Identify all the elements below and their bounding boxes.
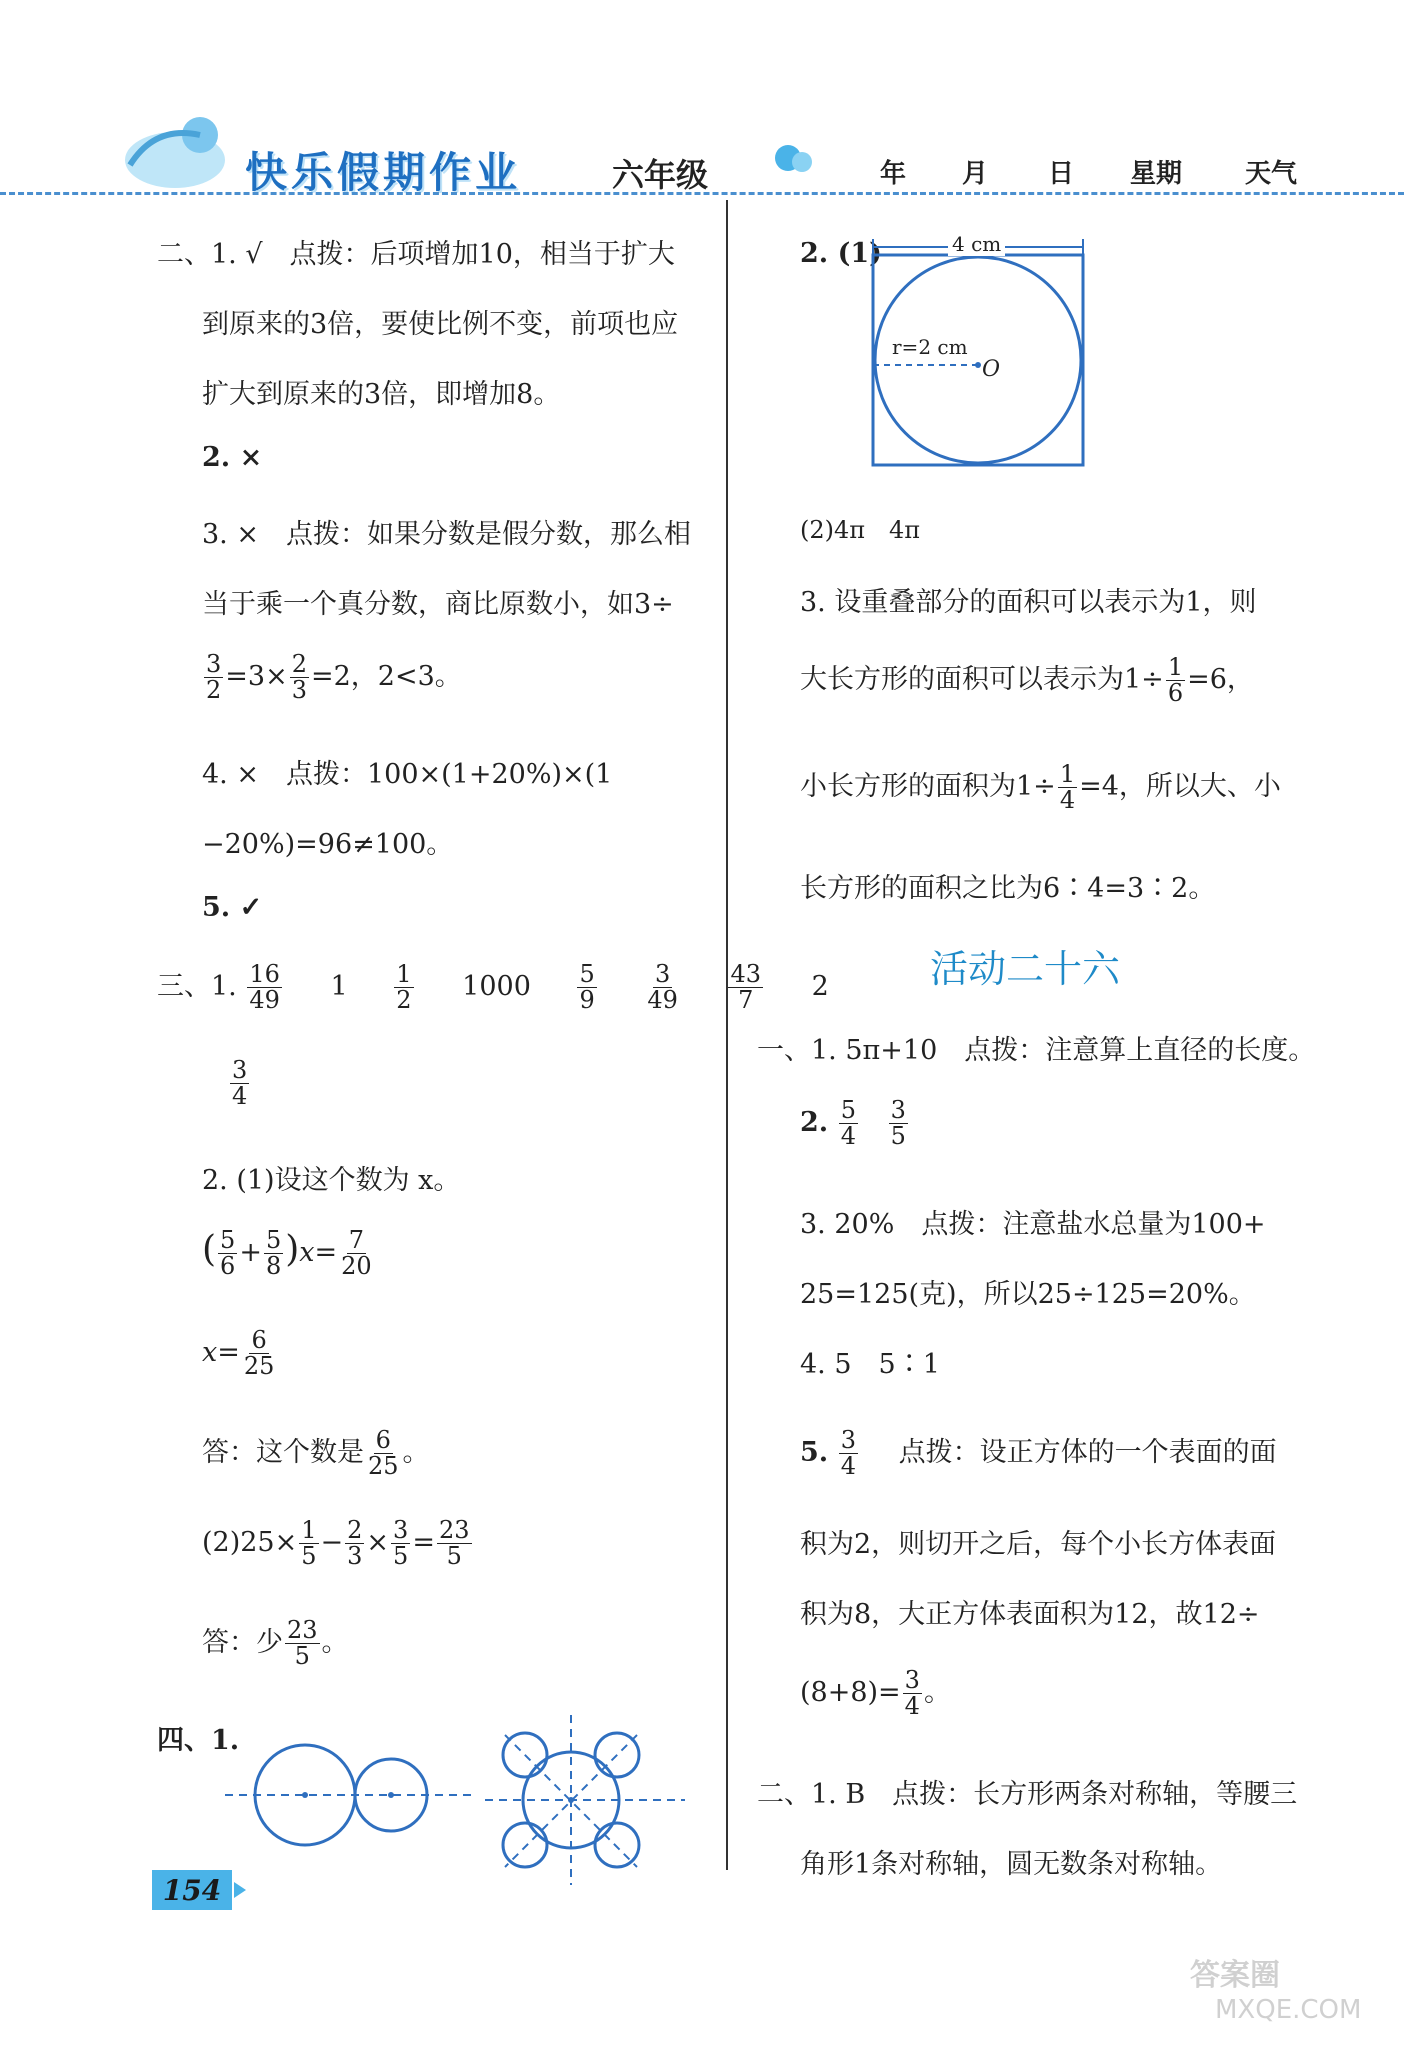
watermark-url: MXQE.COM <box>1215 1995 1362 2025</box>
answer-2-3: 3. × 点拨：如果分数是假分数，那么相 <box>202 519 691 550</box>
answer-r3: 3. 设重叠部分的面积可以表示为1，则 <box>800 587 1257 618</box>
weather-label: 天气 <box>1245 159 1298 189</box>
answer-2-5: 5. ✓ <box>202 892 263 923</box>
day-label: 日 <box>1048 159 1075 189</box>
watermark-logo: 答案圈 <box>1190 1958 1280 1993</box>
year-label: 年 <box>880 159 907 189</box>
equation-2: x= $\frac{6}{25}$ <box>202 1326 275 1381</box>
answer-s4: 4. 5 5∶1 <box>800 1349 940 1380</box>
answer-3-1-last: $\frac{3}{4}$ <box>232 1056 248 1111</box>
equation-3: (2)25× $\frac{1}{5}$ − $\frac{2}{3}$ × $\frac{3}{5}$ = $\frac{23}{5}$ <box>202 1516 470 1571</box>
section-title: 活动二十六 <box>930 947 1121 991</box>
answer-2-1-line3: 扩大到原来的3倍，即增加8。 <box>202 379 561 410</box>
answer-r2-1-label: 2. (1) <box>800 238 882 269</box>
answer-line-2: 答：少 $\frac{23}{5}$ 。 <box>202 1616 349 1671</box>
answer-r3-line4: 长方形的面积之比为6∶4=3∶2。 <box>800 873 1216 904</box>
answer-2-4: 4. × 点拨：100×(1+20%)×(1 <box>202 759 613 790</box>
answer-2-4-line2: −20%)=96≠100。 <box>202 829 454 860</box>
answer-r2-2: (2)4π 4π <box>800 516 921 544</box>
header-divider <box>0 192 1404 195</box>
answer-3-1: 三、1. $\frac{16}{49}$ 1 $\frac{1}{2}$ 1000 $\frac{5}{9}$ $\frac{3}{49}$ $\frac{43}{7}$ 2 <box>157 960 829 1015</box>
answer-s3-line2: 25=125(克)，所以25÷125=20%。 <box>800 1279 1256 1310</box>
answer-s2: 2. $\frac{5}{4}$ $\frac{3}{5}$ <box>800 1096 906 1151</box>
dimension-label: 4 cm <box>948 232 1005 256</box>
answer-2-3-line2: 当于乘一个真分数，商比原数小，如3÷ <box>202 589 674 620</box>
grade-label: 六年级 <box>612 156 709 194</box>
answer-2-1-line2: 到原来的3倍，要使比例不变，前项也应 <box>202 309 679 340</box>
balloon-icon <box>770 140 820 180</box>
page-number: 154 <box>152 1870 232 1910</box>
logo-icon <box>115 105 235 195</box>
answer-t1: 二、1. B 点拨：长方形两条对称轴，等腰三 <box>757 1779 1298 1810</box>
answer-s1: 一、1. 5π+10 点拨：注意算上直径的长度。 <box>757 1035 1316 1066</box>
book-title: 快乐假期作业 <box>245 148 522 197</box>
answer-s5-line3: 积为8，大正方体表面积为12，故12÷ <box>800 1599 1260 1630</box>
answer-4-1: 四、1. <box>157 1725 240 1756</box>
answer-s3: 3. 20% 点拨：注意盐水总量为100+ <box>800 1209 1266 1240</box>
radius-label: r=2 cm <box>892 335 968 359</box>
circles-figure-b <box>485 1715 685 1885</box>
week-label: 星期 <box>1130 159 1183 189</box>
answer-2-2: 2. × <box>202 442 263 473</box>
answer-2-3-line3: $\frac{3}{2}$ =3× $\frac{2}{3}$ =2，2<3。 <box>206 650 462 705</box>
answer-s5-line4: (8+8)= $\frac{3}{4}$ 。 <box>800 1666 951 1721</box>
answer-r3-line3: 小长方形的面积为1÷ $\frac{1}{4}$ =4，所以大、小 <box>800 760 1281 815</box>
month-label: 月 <box>962 159 989 189</box>
answer-line-1: 答：这个数是 $\frac{6}{25}$ 。 <box>202 1426 430 1481</box>
answer-3-2: 2. (1)设这个数为 x。 <box>202 1165 461 1196</box>
column-divider <box>726 200 728 1870</box>
answer-t1-line2: 角形1条对称轴，圆无数条对称轴。 <box>800 1849 1223 1880</box>
equation-1: ( $\frac{5}{6}$ + $\frac{5}{8}$ )x= $\frac{7}{20}$ <box>202 1226 372 1281</box>
circles-figure-a <box>225 1730 485 1870</box>
center-label: O <box>982 357 1001 382</box>
answer-r3-line2: 大长方形的面积可以表示为1÷ $\frac{1}{6}$ =6， <box>800 653 1254 708</box>
answer-s5: 5. $\frac{3}{4}$ 点拨：设正方体的一个表面的面 <box>800 1426 1277 1481</box>
answer-s5-line2: 积为2，则切开之后，每个小长方体表面 <box>800 1529 1277 1560</box>
answer-2-1: 二、1. √ 点拨：后项增加10，相当于扩大 <box>157 239 675 270</box>
